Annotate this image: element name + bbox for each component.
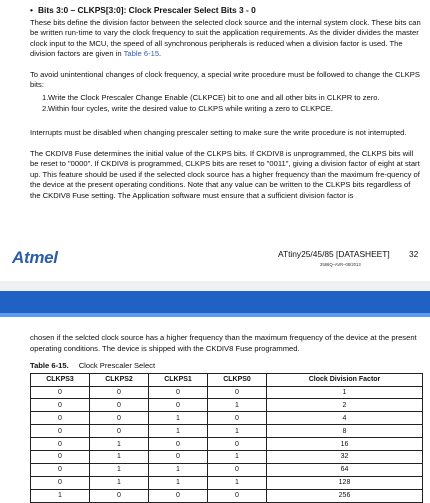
list-item xyxy=(30,104,422,115)
table-cell: 0 xyxy=(31,399,90,412)
table-cell: 1 xyxy=(90,438,149,451)
table-cell: 256 xyxy=(267,489,423,502)
table-cell: 1 xyxy=(149,412,208,425)
page-header-band xyxy=(0,291,430,313)
table-cell: 4 xyxy=(267,412,423,425)
table-cell: 0 xyxy=(208,489,267,502)
table-cell: 0 xyxy=(31,425,90,438)
list-item-number: 1. xyxy=(42,93,49,102)
paragraph-text: These bits define the division factor between the selected clock source and the internal system clock. These bits can be written run-time to vary the clock frequency to suit the application requirements. As the divider divides the master clock input to the MCU, the speed of all synchronous peripherals is reduced when a division factor is used. The division factors are given in xyxy=(30,18,421,59)
table-row xyxy=(31,489,423,502)
table-label: Table 6-15. xyxy=(30,361,69,370)
table-cell: 0 xyxy=(90,386,149,399)
table-cell: 1 xyxy=(90,450,149,463)
write-procedure-steps xyxy=(30,93,422,114)
table-cell: 0 xyxy=(208,386,267,399)
table-cell: 0 xyxy=(149,489,208,502)
table-header-row xyxy=(31,374,423,387)
table-cell: 0 xyxy=(31,386,90,399)
column-header: CLKPS2 xyxy=(90,374,149,387)
table-cell: 32 xyxy=(267,450,423,463)
table-cell: 0 xyxy=(31,450,90,463)
table-cell: 1 xyxy=(208,425,267,438)
table-row xyxy=(31,450,423,463)
table-cell: 0 xyxy=(208,438,267,451)
paragraph-continuation: chosen if the selcted clock source has a higher frequency than the maximum frequency of the device at the present operating conditions. The device is shipped with the CKDIV8 Fuse programmed. xyxy=(30,333,417,353)
table-cell: 8 xyxy=(267,425,423,438)
atmel-logo: Atmel xyxy=(12,248,58,267)
table-cell: 0 xyxy=(208,463,267,476)
table-cell: 64 xyxy=(267,463,423,476)
table-cell: 0 xyxy=(90,425,149,438)
table-cell: 0 xyxy=(31,476,90,489)
table-caption xyxy=(30,361,155,370)
table-cell: 0 xyxy=(149,399,208,412)
page-gap xyxy=(0,281,430,291)
paragraph-text-end: . xyxy=(159,49,162,59)
footer-page-number: 32 xyxy=(409,249,419,259)
table-cell: 0 xyxy=(31,438,90,451)
table-cell: 1 xyxy=(208,399,267,412)
table-6-15-link[interactable]: Table 6-15 xyxy=(123,49,160,59)
table-cell: 1 xyxy=(90,476,149,489)
column-header: CLKPS3 xyxy=(31,374,90,387)
footer-doc-title: ATtiny25/45/85 [DATASHEET] xyxy=(278,249,390,259)
table-row xyxy=(31,476,423,489)
footer-doc-code: 2586Q–AVR–08/2013 xyxy=(320,262,361,267)
table-cell: 1 xyxy=(208,450,267,463)
table-row xyxy=(31,425,423,438)
table-cell: 1 xyxy=(149,476,208,489)
table-cell: 2 xyxy=(267,399,423,412)
column-header: CLKPS0 xyxy=(208,374,267,387)
list-item-number: 2. xyxy=(42,103,49,113)
table-cell: 0 xyxy=(31,463,90,476)
list-item-text: Within four cycles, write the desired value to CLKPS while writing a zero to CLKPCE. xyxy=(48,103,333,113)
table-row xyxy=(31,399,423,412)
paragraph-write-procedure: To avoid unintentional changes of clock frequency, a special write procedure must be followed to change the CLKPS bits: xyxy=(30,70,420,90)
bullet: • xyxy=(30,5,33,15)
table-cell: 1 xyxy=(208,476,267,489)
list-item-text: Write the Clock Prescaler Change Enable (CLKPCE) bit to one and all other bits in CLKPR to zero. xyxy=(48,93,380,102)
table-cell: 1 xyxy=(149,463,208,476)
table-cell: 0 xyxy=(149,438,208,451)
section-heading-text: Bits 3:0 – CLKPS[3:0]: Clock Prescaler Select Bits 3 - 0 xyxy=(37,5,256,15)
table-cell: 0 xyxy=(90,399,149,412)
table-row xyxy=(31,386,423,399)
table-cell: 1 xyxy=(149,425,208,438)
table-cell: 0 xyxy=(90,412,149,425)
table-title: Clock Prescaler Select xyxy=(78,361,156,370)
column-header: CLKPS1 xyxy=(149,374,208,387)
section-heading xyxy=(30,5,256,15)
table-row xyxy=(31,438,423,451)
paragraph-ckdiv8: The CKDIV8 Fuse determines the initial value of the CLKPS bits. If CKDIV8 is unprogrammed, the CLKPS bits will be reset to "0000". If CKDIV8 is programmed, CLKPS bits are reset to "0011", giving a division factor of eight at start up. This feature should be used if the selected clock source has a higher frequency than the maximum fre-quency of the device at the present operating conditions. Note that any value can be written to the CLKPS bits regardless of the CKDIV8 Fuse setting. The Application software must ensure that a sufficient division factor is xyxy=(30,149,420,200)
table-cell: 0 xyxy=(208,412,267,425)
table-cell: 1 xyxy=(31,489,90,502)
table-cell: 0 xyxy=(31,412,90,425)
table-cell: 0 xyxy=(149,386,208,399)
paragraph-clkps-description xyxy=(30,18,422,60)
table-row xyxy=(31,412,423,425)
list-item xyxy=(30,93,422,104)
table-row xyxy=(31,463,423,476)
paragraph-interrupts: Interrupts must be disabled when changing prescaler setting to make sure the write procedure is not interrupted. xyxy=(30,128,407,137)
table-cell: 1 xyxy=(90,463,149,476)
table-cell: 0 xyxy=(90,489,149,502)
table-body xyxy=(31,386,423,502)
table-cell: 1 xyxy=(267,386,423,399)
table-cell: 128 xyxy=(267,476,423,489)
column-header: Clock Division Factor xyxy=(267,374,423,387)
clock-prescaler-table xyxy=(30,373,423,503)
table-cell: 16 xyxy=(267,438,423,451)
table-cell: 0 xyxy=(149,450,208,463)
